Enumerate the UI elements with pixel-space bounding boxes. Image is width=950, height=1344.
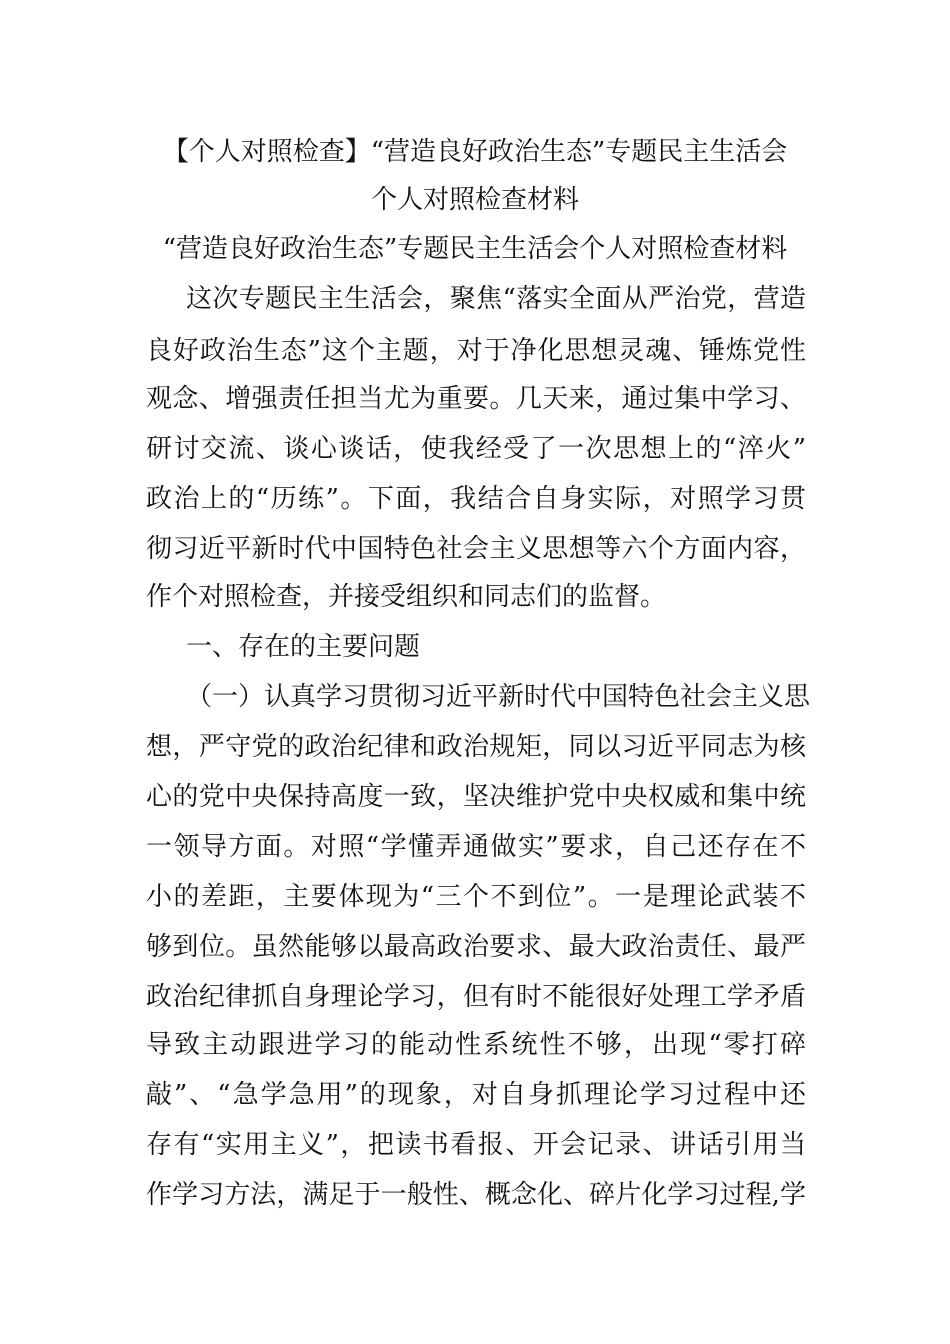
paragraph-line: 作学习方法，满足于一般性、概念化、碎片化学习过程,学 [146, 1180, 806, 1210]
paragraph-line: 小的差距，主要体现为“三个不到位”。一是理论武装不 [146, 882, 806, 912]
paragraph-line: 心的党中央保持高度一致，坚决维护党中央权威和集中统 [146, 782, 806, 812]
paragraph-line: 够到位。虽然能够以最高政治要求、最大政治责任、最严 [146, 932, 806, 962]
paragraph-line: 研讨交流、谈心谈话，使我经受了一次思想上的“淬火” [146, 434, 806, 464]
paragraph-line: 存有“实用主义”，把读书看报、开会记录、讲话引用当 [146, 1130, 806, 1160]
document-subtitle: “营造良好政治生态”专题民主生活会个人对照检查材料 [162, 234, 788, 264]
paragraph-line: 政治上的“历练”。下面，我结合自身实际，对照学习贯 [146, 484, 806, 514]
paragraph-line: 作个对照检查，并接受组织和同志们的监督。 [146, 582, 667, 612]
paragraph-line: 想，严守党的政治纪律和政治规矩，同以习近平同志为核 [146, 732, 806, 762]
paragraph-line: 良好政治生态”这个主题，对于净化思想灵魂、锤炼党性 [146, 336, 806, 366]
paragraph-line: 这次专题民主生活会，聚焦“落实全面从严治党，营造 [186, 284, 806, 314]
paragraph-line: 一领导方面。对照“学懂弄通做实”要求，自己还存在不 [146, 832, 806, 862]
paragraph-line: 观念、增强责任担当尤为重要。几天来，通过集中学习、 [146, 384, 806, 414]
document-title-line-1: 【个人对照检查】“营造良好政治生态”专题民主生活会 [162, 137, 788, 167]
paragraph-line: 导致主动跟进学习的能动性系统性不够，出现“零打碎 [146, 1030, 806, 1060]
section-heading: 一、存在的主要问题 [186, 632, 421, 662]
paragraph-line: 敲”、“急学急用”的现象，对自身抓理论学习过程中还 [146, 1080, 806, 1110]
document-title-line-2: 个人对照检查材料 [370, 185, 579, 215]
paragraph-line: 政治纪律抓自身理论学习，但有时不能很好处理工学矛盾 [146, 982, 806, 1012]
paragraph-line: （一）认真学习贯彻习近平新时代中国特色社会主义思 [186, 682, 811, 712]
paragraph-line: 彻习近平新时代中国特色社会主义思想等六个方面内容， [146, 534, 806, 564]
